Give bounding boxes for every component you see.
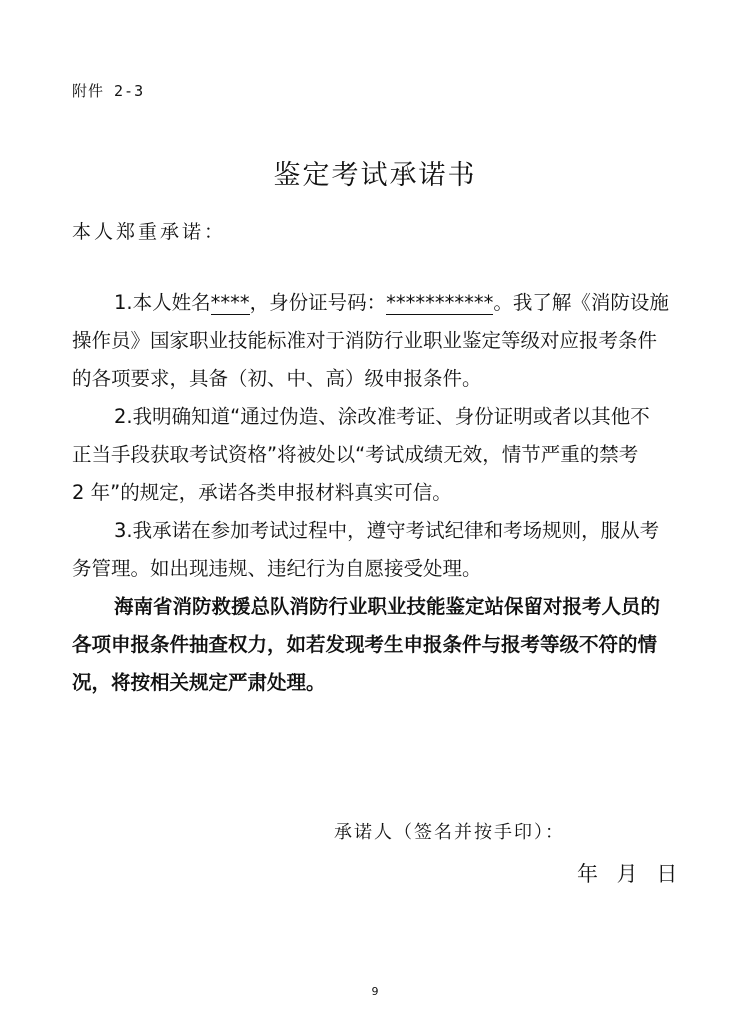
paragraph-3-line-2: 务管理。如出现违规、违纪行为自愿接受处理。 (72, 557, 482, 580)
signature-label: 承诺人（签名并按手印）： (334, 822, 565, 843)
paragraph-2-line-1: 2.我明确知道“通过伪造、涂改准考证、身份证明或者以其他不 (114, 405, 650, 428)
paragraph-4-line-2: 各项申报条件抽查权力，如若发现考生申报条件与报考等级不符的情 (72, 633, 658, 656)
name-field: **** (210, 291, 250, 314)
paragraph-1-text: 。我了解《消防设施 (493, 291, 669, 314)
paragraph-4-line-3: 况，将按相关规定严肃处理。 (72, 671, 326, 694)
intro-text: 本人郑重承诺： (72, 221, 227, 243)
paragraph-1-line-3: 的各项要求，具备（初、中、高）级申报条件。 (72, 367, 482, 390)
date-label: 年 月 日 (577, 862, 678, 886)
document-title: 鉴定考试承诺书 (273, 160, 477, 191)
paragraph-1-text: ，身份证号码： (249, 291, 387, 314)
id-number-field: *********** (386, 291, 494, 314)
paragraph-1-line-2: 操作员》国家职业技能标准对于消防行业职业鉴定等级对应报考条件 (72, 329, 658, 352)
attachment-label: 附件 2-3 (72, 82, 145, 100)
paragraph-2-line-3: 2 年”的规定，承诺各类申报材料真实可信。 (72, 481, 452, 504)
paragraph-3-line-1: 3.我承诺在参加考试过程中，遵守考试纪律和考场规则，服从考 (114, 519, 660, 542)
page-number: 9 (371, 985, 379, 998)
paragraph-1-line-1 (72, 284, 682, 322)
paragraph-4-line-1: 海南省消防救援总队消防行业职业技能鉴定站保留对报考人员的 (114, 595, 661, 618)
paragraph-2-line-2: 正当手段获取考试资格”将被处以“考试成绩无效，情节严重的禁考 (72, 443, 639, 466)
document-body (72, 284, 682, 702)
paragraph-1-text: 1.本人姓名 (114, 291, 211, 314)
